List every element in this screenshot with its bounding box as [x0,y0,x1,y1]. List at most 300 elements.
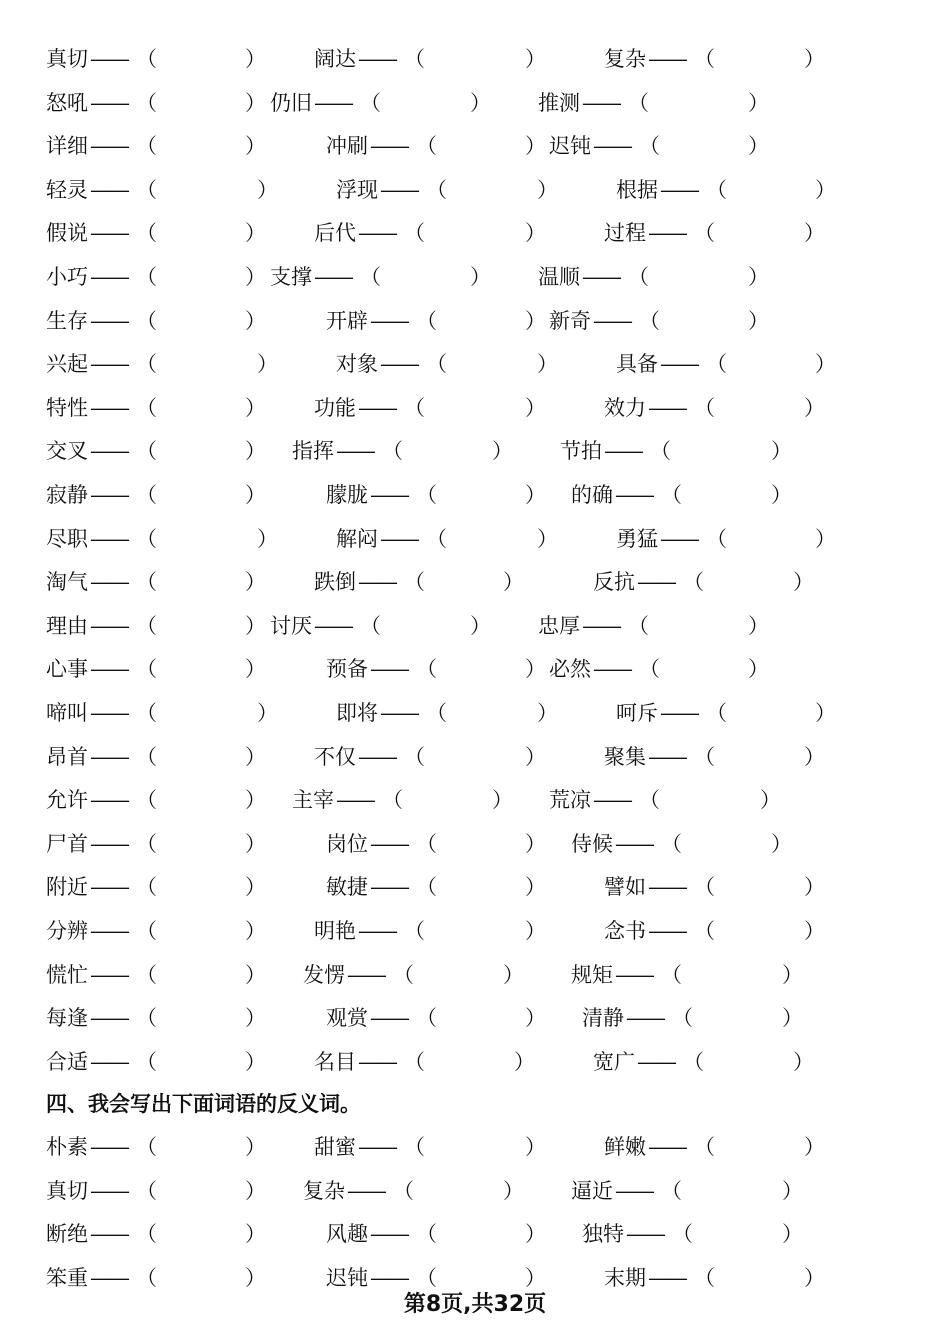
dash-separator: —— [358,570,396,595]
close-paren: ） [257,177,278,202]
dash-separator: —— [582,90,620,115]
open-paren: （ [694,1265,715,1290]
word-label: 断绝 [46,1222,88,1247]
close-paren: ） [804,47,825,71]
close-paren: ） [804,395,825,420]
answer-blank[interactable] [649,608,748,644]
antonym-row [0,1173,950,1209]
answer-blank[interactable] [715,1129,804,1165]
word-label: 具备 [616,352,658,377]
dash-separator: —— [358,919,396,943]
synonym-word-entry [0,1044,950,1080]
close-paren: ） [257,352,278,377]
word-label: 聚集 [604,744,646,769]
open-paren: （ [416,483,437,507]
open-paren: （ [706,701,727,725]
close-paren: ） [525,657,546,682]
open-paren: （ [416,875,437,900]
word-label: 指挥 [292,439,334,464]
dash-separator: —— [90,47,128,71]
open-paren: （ [694,395,715,420]
dash-separator: —— [90,1222,128,1247]
word-label: 交叉 [46,439,88,464]
open-paren: （ [136,1265,157,1290]
word-label: 阔达 [314,47,356,71]
dash-separator: —— [90,90,128,115]
close-paren: ） [815,526,836,551]
synonym-word-entry [0,695,950,731]
close-paren: ） [525,831,546,856]
dash-separator: —— [380,526,418,551]
open-paren: （ [404,47,425,71]
answer-blank[interactable] [715,215,804,251]
open-paren: （ [360,90,381,115]
word-label: 附近 [46,875,88,900]
open-paren: （ [136,744,157,769]
dash-separator: —— [90,1049,128,1074]
close-paren: ） [771,831,792,856]
word-label: 开辟 [326,308,368,333]
answer-blank[interactable] [682,957,782,993]
word-label: 生存 [46,308,88,333]
answer-blank[interactable] [727,346,815,382]
word-label: 鲜嫩 [604,1135,646,1159]
close-paren: ） [525,47,546,71]
dash-separator: —— [90,439,128,464]
close-paren: ） [245,919,266,943]
open-paren: （ [628,613,649,638]
close-paren: ） [245,47,266,71]
section-four-heading: 四、我会写出下面词语的反义词。 [46,1091,361,1116]
synonym-row [0,651,950,687]
open-paren: （ [404,919,425,943]
answer-blank[interactable] [693,1216,782,1252]
close-paren: ） [245,1222,266,1247]
word-label: 后代 [314,221,356,246]
open-paren: （ [360,613,381,638]
dash-separator: —— [660,177,698,202]
close-paren: ） [525,221,546,246]
synonym-word-entry [0,521,950,557]
synonym-row [0,826,950,862]
dash-separator: —— [90,570,128,595]
open-paren: （ [136,134,157,159]
open-paren: （ [628,265,649,289]
word-label: 逼近 [571,1178,613,1203]
close-paren: ） [525,483,546,507]
close-paren: ） [257,526,278,551]
word-label: 复杂 [604,47,646,71]
word-label: 主宰 [292,788,334,813]
close-paren: ） [804,744,825,769]
word-label: 念书 [604,919,646,943]
dash-separator: —— [358,221,396,246]
synonym-word-entry [0,608,950,644]
close-paren: ） [748,90,769,115]
open-paren: （ [426,701,447,725]
word-label: 尽职 [46,526,88,551]
word-label: 朴素 [46,1135,88,1159]
word-label: 过程 [604,221,646,246]
open-paren: （ [694,1135,715,1159]
word-label: 笨重 [46,1265,88,1290]
dash-separator: —— [648,875,686,900]
open-paren: （ [650,439,671,464]
word-label: 心事 [46,657,88,682]
open-paren: （ [136,1049,157,1074]
answer-blank[interactable] [660,303,748,339]
synonym-word-entry [0,651,950,687]
answer-blank[interactable] [727,521,815,557]
close-paren: ） [525,1222,546,1247]
synonym-word-entry [0,128,950,164]
close-paren: ） [245,395,266,420]
open-paren: （ [136,221,157,246]
word-label: 真切 [46,47,88,71]
synonym-row [0,128,950,164]
word-label: 仍旧 [270,90,312,115]
answer-blank[interactable] [727,172,815,208]
dash-separator: —— [336,788,374,813]
dash-separator: —— [615,1178,653,1203]
word-label: 岗位 [326,831,368,856]
answer-blank[interactable] [660,128,748,164]
open-paren: （ [136,570,157,595]
close-paren: ） [245,831,266,856]
word-label: 昂首 [46,744,88,769]
word-label: 特性 [46,395,88,420]
close-paren: ） [245,483,266,507]
close-paren: ） [537,177,558,202]
open-paren: （ [136,177,157,202]
dash-separator: —— [648,919,686,943]
close-paren: ） [804,875,825,900]
open-paren: （ [136,395,157,420]
answer-blank[interactable] [704,1044,793,1080]
dash-separator: —— [90,483,128,507]
word-label: 发愣 [303,962,345,987]
dash-separator: —— [314,90,352,115]
dash-separator: —— [358,395,396,420]
answer-blank[interactable] [704,564,793,600]
synonym-word-entry [0,85,950,121]
dash-separator: —— [660,526,698,551]
open-paren: （ [426,177,447,202]
answer-blank[interactable] [715,869,804,905]
close-paren: ） [748,265,769,289]
word-label: 详细 [46,134,88,159]
synonym-word-entry [0,215,950,251]
dash-separator: —— [358,47,396,71]
open-paren: （ [136,439,157,464]
word-label: 风趣 [326,1222,368,1247]
close-paren: ） [470,265,491,289]
synonym-row [0,41,950,77]
word-label: 节拍 [560,439,602,464]
dash-separator: —— [370,134,408,159]
synonym-row [0,739,950,775]
close-paren: ） [503,570,524,595]
dash-separator: —— [370,1006,408,1031]
dash-separator: —— [593,657,631,682]
answer-blank[interactable] [660,782,760,818]
answer-blank[interactable] [660,651,748,687]
word-label: 推测 [538,90,580,115]
answer-blank[interactable] [715,41,804,77]
dash-separator: —— [90,613,128,638]
open-paren: （ [136,788,157,813]
synonym-row [0,521,950,557]
synonym-row [0,869,950,905]
close-paren: ） [503,962,524,987]
close-paren: ） [525,875,546,900]
dash-separator: —— [648,744,686,769]
open-paren: （ [404,1135,425,1159]
dash-separator: —— [90,265,128,289]
word-label: 慌忙 [46,962,88,987]
open-paren: （ [706,352,727,377]
dash-separator: —— [648,47,686,71]
close-paren: ） [492,788,513,813]
close-paren: ） [771,439,792,464]
close-paren: ） [245,570,266,595]
open-paren: （ [661,1178,682,1203]
word-label: 观赏 [326,1006,368,1031]
dash-separator: —— [90,526,128,551]
dash-separator: —— [593,308,631,333]
dash-separator: —— [370,831,408,856]
open-paren: （ [136,962,157,987]
open-paren: （ [136,613,157,638]
close-paren: ） [245,134,266,159]
dash-separator: —— [90,1006,128,1031]
open-paren: （ [694,875,715,900]
open-paren: （ [639,657,660,682]
dash-separator: —— [370,1222,408,1247]
close-paren: ） [245,1178,266,1203]
synonym-word-entry [0,41,950,77]
dash-separator: —— [90,352,128,377]
open-paren: （ [393,962,414,987]
synonym-word-entry [0,477,950,513]
word-label: 名目 [314,1049,356,1074]
word-label: 怒吼 [46,90,88,115]
close-paren: ） [245,308,266,333]
word-label: 根据 [616,177,658,202]
page-number-footer: 第8页,共32页 [403,1292,547,1317]
dash-separator: —— [90,831,128,856]
dash-separator: —— [90,744,128,769]
synonym-row [0,346,950,382]
open-paren: （ [382,439,403,464]
dash-separator: —— [626,1222,664,1247]
open-paren: （ [404,744,425,769]
open-paren: （ [136,1178,157,1203]
word-label: 不仅 [314,744,356,769]
dash-separator: —— [358,744,396,769]
open-paren: （ [136,265,157,289]
word-label: 冲刷 [326,134,368,159]
word-label: 支撑 [270,265,312,289]
open-paren: （ [136,875,157,900]
dash-separator: —— [90,1135,128,1159]
close-paren: ） [245,221,266,246]
close-paren: ） [525,744,546,769]
open-paren: （ [672,1006,693,1031]
close-paren: ） [748,657,769,682]
synonym-word-entry [0,433,950,469]
answer-blank[interactable] [693,1000,782,1036]
open-paren: （ [661,483,682,507]
dash-separator: —— [358,1049,396,1074]
close-paren: ） [245,613,266,638]
dash-separator: —— [370,483,408,507]
synonym-row [0,957,950,993]
antonym-word-entry [0,1129,950,1165]
close-paren: ） [245,875,266,900]
close-paren: ） [503,1178,524,1203]
synonym-word-entry [0,303,950,339]
synonym-row [0,695,950,731]
open-paren: （ [404,395,425,420]
synonym-row [0,259,950,295]
answer-blank[interactable] [671,433,771,469]
open-paren: （ [628,90,649,115]
open-paren: （ [404,570,425,595]
synonym-word-entry [0,957,950,993]
open-paren: （ [694,744,715,769]
open-paren: （ [136,526,157,551]
dash-separator: —— [380,352,418,377]
answer-blank[interactable] [649,85,748,121]
word-label: 淘气 [46,570,88,595]
open-paren: （ [694,919,715,943]
close-paren: ） [537,526,558,551]
dash-separator: —— [380,177,418,202]
dash-separator: —— [648,221,686,246]
antonym-word-entry [0,1173,950,1209]
close-paren: ） [470,90,491,115]
dash-separator: —— [637,570,675,595]
word-label: 啼叫 [46,701,88,725]
dash-separator: —— [637,1049,675,1074]
dash-separator: —— [90,221,128,246]
open-paren: （ [416,1006,437,1031]
word-label: 允许 [46,788,88,813]
word-label: 浮现 [336,177,378,202]
synonym-row [0,477,950,513]
open-paren: （ [683,1049,704,1074]
open-paren: （ [136,1006,157,1031]
answer-blank[interactable] [715,390,804,426]
open-paren: （ [360,265,381,289]
answer-blank[interactable] [649,259,748,295]
open-paren: （ [639,308,660,333]
open-paren: （ [661,831,682,856]
synonym-word-entry [0,172,950,208]
answer-blank[interactable] [682,477,771,513]
open-paren: （ [694,47,715,71]
close-paren: ） [804,919,825,943]
word-label: 勇猛 [616,526,658,551]
dash-separator: —— [90,962,128,987]
open-paren: （ [136,47,157,71]
answer-blank[interactable] [682,1173,782,1209]
synonym-word-entry [0,259,950,295]
answer-blank[interactable] [715,913,804,949]
close-paren: ） [514,1049,535,1074]
word-label: 独特 [582,1222,624,1247]
synonym-row [0,1044,950,1080]
synonym-row [0,913,950,949]
answer-blank[interactable] [682,826,771,862]
answer-blank[interactable] [727,695,815,731]
dash-separator: —— [90,177,128,202]
word-label: 必然 [549,657,591,682]
close-paren: ） [804,1265,825,1290]
word-label: 假说 [46,221,88,246]
open-paren: （ [136,90,157,115]
close-paren: ） [245,439,266,464]
close-paren: ） [525,1135,546,1159]
antonym-row [0,1216,950,1252]
open-paren: （ [639,788,660,813]
close-paren: ） [257,701,278,725]
word-label: 真切 [46,1178,88,1203]
open-paren: （ [404,221,425,246]
open-paren: （ [426,526,447,551]
word-label: 讨厌 [270,613,312,638]
open-paren: （ [661,962,682,987]
word-label: 小巧 [46,265,88,289]
antonym-row [0,1129,950,1165]
dash-separator: —— [648,1135,686,1159]
open-paren: （ [136,1135,157,1159]
open-paren: （ [683,570,704,595]
open-paren: （ [416,308,437,333]
dash-separator: —— [347,1178,385,1203]
word-label: 尸首 [46,831,88,856]
word-label: 每逢 [46,1006,88,1031]
synonym-word-entry [0,869,950,905]
close-paren: ） [748,613,769,638]
word-label: 即将 [336,701,378,725]
open-paren: （ [416,831,437,856]
close-paren: ） [525,134,546,159]
word-label: 呵斥 [616,701,658,725]
open-paren: （ [694,221,715,246]
dash-separator: —— [648,395,686,420]
open-paren: （ [136,308,157,333]
word-label: 解闷 [336,526,378,551]
open-paren: （ [136,1222,157,1247]
word-label: 兴起 [46,352,88,377]
close-paren: ） [771,483,792,507]
dash-separator: —— [370,875,408,900]
word-label: 明艳 [314,919,356,943]
close-paren: ） [525,919,546,943]
synonym-row [0,1000,950,1036]
word-label: 譬如 [604,875,646,900]
answer-blank[interactable] [715,739,804,775]
close-paren: ） [525,1265,546,1290]
close-paren: ） [537,352,558,377]
dash-separator: —— [593,134,631,159]
close-paren: ） [525,1006,546,1031]
open-paren: （ [706,177,727,202]
close-paren: ） [245,788,266,813]
synonym-row [0,172,950,208]
